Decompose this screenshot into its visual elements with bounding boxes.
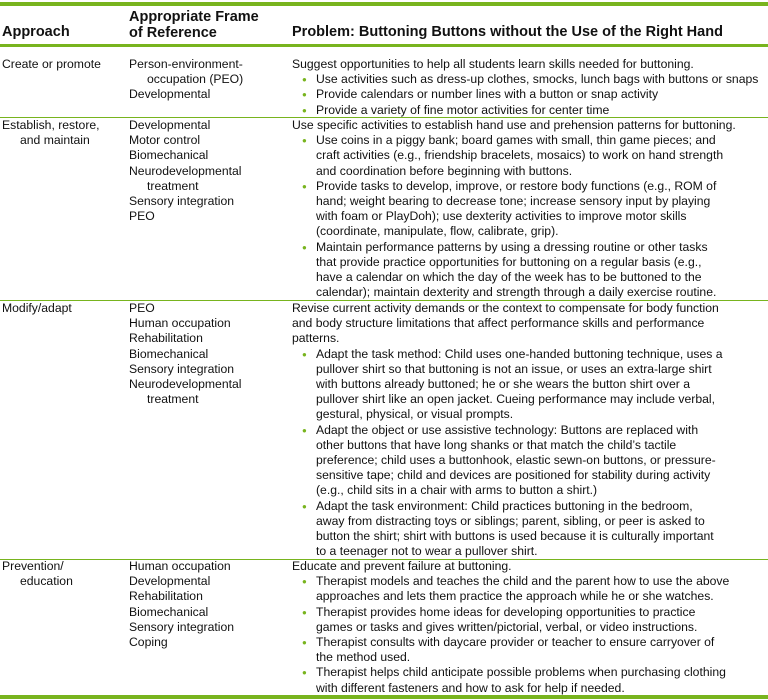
- bullet-line: approaches and lets them practice the approach while he or she watches.: [316, 589, 714, 604]
- frame-item: occupation (PEO): [147, 72, 244, 87]
- problem-intro-line: Revise current activity demands or the context to compensate for body function: [292, 301, 719, 315]
- approach-label: education: [20, 574, 73, 589]
- frame-item: Human occupation: [129, 316, 231, 331]
- frame-item: Sensory integration: [129, 361, 235, 376]
- row-modify-problem: [292, 301, 766, 559]
- bullet-line: have a calendar on which the day of the week has to be buttoned to the: [316, 270, 702, 285]
- frame-item: Sensory integration: [129, 194, 235, 209]
- bullet-line: ● Provide tasks to develop, improve, or restore body functions (e.g., ROM of: [316, 178, 717, 193]
- bullet-item: [292, 347, 766, 423]
- bullet-item: [292, 179, 766, 240]
- bullet-line: to a teenager not to wear a pullover shirt.: [316, 544, 538, 559]
- frame-item: Coping: [129, 635, 168, 650]
- approach-label: Prevention/: [2, 559, 64, 573]
- frame-item: Developmental: [129, 574, 211, 589]
- header-bottom-rule: [0, 44, 768, 47]
- bullet-line: with different fasteners and how to ask for help if needed.: [316, 680, 625, 695]
- bullet-line: ● Therapist consults with daycare provider or teacher to ensure carryover of: [316, 635, 715, 650]
- frame-item: treatment: [147, 178, 199, 193]
- frame-item: Developmental: [129, 87, 211, 102]
- header-problem: Problem: Buttoning Buttons without the Use of the Right Hand: [292, 24, 723, 40]
- bullet-line: other buttons that have long shanks or that match the child’s tactile: [316, 437, 677, 452]
- frame-item: treatment: [147, 392, 199, 407]
- problem-intro-line: and body structure limitations that affect performance skills and performance: [292, 316, 705, 331]
- row-create-problem: [292, 57, 766, 118]
- row-establish-approach: [2, 118, 126, 148]
- row-create-frames: [129, 57, 289, 103]
- frame-item: Human occupation: [129, 559, 231, 573]
- bullet-line: pullover shirt like an open jacket. Cueing performance may include verbal,: [316, 392, 716, 407]
- frame-item: Sensory integration: [129, 619, 235, 634]
- bullet-item: [292, 499, 766, 560]
- frame-item: PEO: [129, 209, 155, 224]
- bullet-line: with buttons already buttoned; he or she wears the button shirt over a: [316, 377, 690, 392]
- row-prevention-problem: [292, 559, 766, 696]
- header-frame-of-reference: [129, 9, 259, 41]
- bullet-line: ● Therapist models and teaches the child and the parent how to use the above: [316, 574, 730, 589]
- bullet-list: [292, 347, 766, 560]
- bullet-item: [292, 574, 766, 604]
- bullet-line: away from distracting toys or siblings; parent, sibling, or peer is asked to: [316, 513, 705, 528]
- bullet-line: ● Adapt the object or use assistive technology: Buttons are replaced with: [316, 422, 699, 437]
- row-modify-approach: [2, 301, 122, 316]
- row-establish-problem: [292, 118, 766, 300]
- table-bottom-rule: [0, 695, 768, 699]
- bullet-line: games or tasks and gives written/pictorial, verbal, or video instructions.: [316, 619, 698, 634]
- approach-label: Modify/adapt: [2, 301, 72, 315]
- bullet-list: [292, 133, 766, 300]
- bullet-item: [292, 665, 766, 695]
- bullet-item: [292, 605, 766, 635]
- problem-intro-line: patterns.: [292, 331, 340, 346]
- problem-intro: Suggest opportunities to help all students learn skills needed for buttoning.: [292, 57, 694, 71]
- table-top-rule: [0, 2, 768, 6]
- bullet-line: button the shirt; shirt with buttons is used because it is culturally important: [316, 529, 714, 544]
- bullet-line: pullover shirt so that buttoning is not an issue, or uses an extra-large shirt: [316, 361, 712, 376]
- bullet-line: hand; weight bearing to decrease tone; increase sensory input by playing: [316, 194, 711, 209]
- bullet-item: [292, 133, 766, 179]
- frame-item: Neurodevelopmental: [129, 163, 242, 178]
- frame-item: Person-environment-: [129, 57, 243, 71]
- frame-item: Neurodevelopmental: [129, 377, 242, 392]
- bullet-line: Use activities such as dress-up clothes, smocks, lunch bags with buttons or snaps: [316, 72, 759, 87]
- header-frame-line1: Appropriate Frame: [129, 9, 259, 25]
- approach-label: Create or promote: [2, 57, 101, 71]
- approach-label: and maintain: [20, 133, 90, 148]
- bullet-line: the method used.: [316, 650, 411, 665]
- bullet-line: ● Therapist provides home ideas for developing opportunities to practice: [316, 604, 696, 619]
- bullet-line: and coordination before beginning with buttons.: [316, 163, 573, 178]
- row-prevention-approach: [2, 559, 126, 589]
- row-create-approach: [2, 57, 122, 72]
- bullet-line: ● Maintain performance patterns by using a dressing routine or other tasks: [316, 239, 708, 254]
- bullet-line: Provide calendars or number lines with a button or snap activity: [316, 87, 659, 102]
- problem-intro: Educate and prevent failure at buttoning.: [292, 559, 512, 573]
- frame-item: Rehabilitation: [129, 331, 203, 346]
- bullet-item: [292, 240, 766, 301]
- bullet-list: [292, 72, 766, 118]
- row-establish-frames: [129, 118, 289, 224]
- frame-item: Motor control: [129, 133, 201, 148]
- bullet-line: preference; child uses a buttonhook, elastic sewn-on buttons, or pressure-: [316, 453, 716, 468]
- bullet-item: [292, 72, 766, 87]
- frame-item: Biomechanical: [129, 604, 209, 619]
- bullet-line: calendar); maintain dexterity and strength through a daily exercise routine.: [316, 285, 717, 300]
- row-modify-frames: [129, 301, 289, 407]
- problem-intro: Use specific activities to establish hand use and prehension patterns for buttoning.: [292, 118, 736, 132]
- frame-item: PEO: [129, 301, 155, 315]
- bullet-list: [292, 574, 766, 696]
- bullet-item: [292, 635, 766, 665]
- frame-item: Biomechanical: [129, 346, 209, 361]
- bullet-line: sensitive tape; child and devices are positioned for stability during activity: [316, 468, 711, 483]
- frame-item: Biomechanical: [129, 148, 209, 163]
- row-prevention-frames: [129, 559, 289, 650]
- bullet-item: [292, 423, 766, 499]
- bullet-line: that provide practice opportunities for buttoning on a regular basis (e.g.,: [316, 254, 702, 269]
- bullet-line: (e.g., child sits in a chair with arms to button a shirt.): [316, 483, 598, 498]
- bullet-line: with foam or PlayDoh); use dexterity activities to improve motor skills: [316, 209, 687, 224]
- bullet-item: [292, 103, 766, 118]
- bullet-line: Provide a variety of fine motor activities for center time: [316, 102, 610, 117]
- bullet-line: gestural, physical, or visual prompts.: [316, 407, 514, 422]
- bullet-line: ● Use coins in a piggy bank; board games with small, thin game pieces; and: [316, 133, 716, 148]
- approach-label: Establish, restore,: [2, 118, 100, 132]
- header-approach: Approach: [2, 24, 70, 40]
- frame-item: Developmental: [129, 118, 211, 132]
- frame-item: Rehabilitation: [129, 589, 203, 604]
- bullet-item: [292, 87, 766, 102]
- bullet-line: ● Adapt the task environment: Child practices buttoning in the bedroom,: [316, 498, 693, 513]
- bullet-line: (coordinate, manipulate, flow, calibrate, grip).: [316, 224, 559, 239]
- bullet-line: ● Therapist helps child anticipate possible problems when purchasing clothing: [316, 665, 726, 680]
- header-frame-line2: of Reference: [129, 25, 217, 41]
- bullet-line: craft activities (e.g., friendship bracelets, mosaics) to work on hand strength: [316, 148, 724, 163]
- bullet-line: ● Adapt the task method: Child uses one-handed buttoning technique, uses a: [316, 346, 723, 361]
